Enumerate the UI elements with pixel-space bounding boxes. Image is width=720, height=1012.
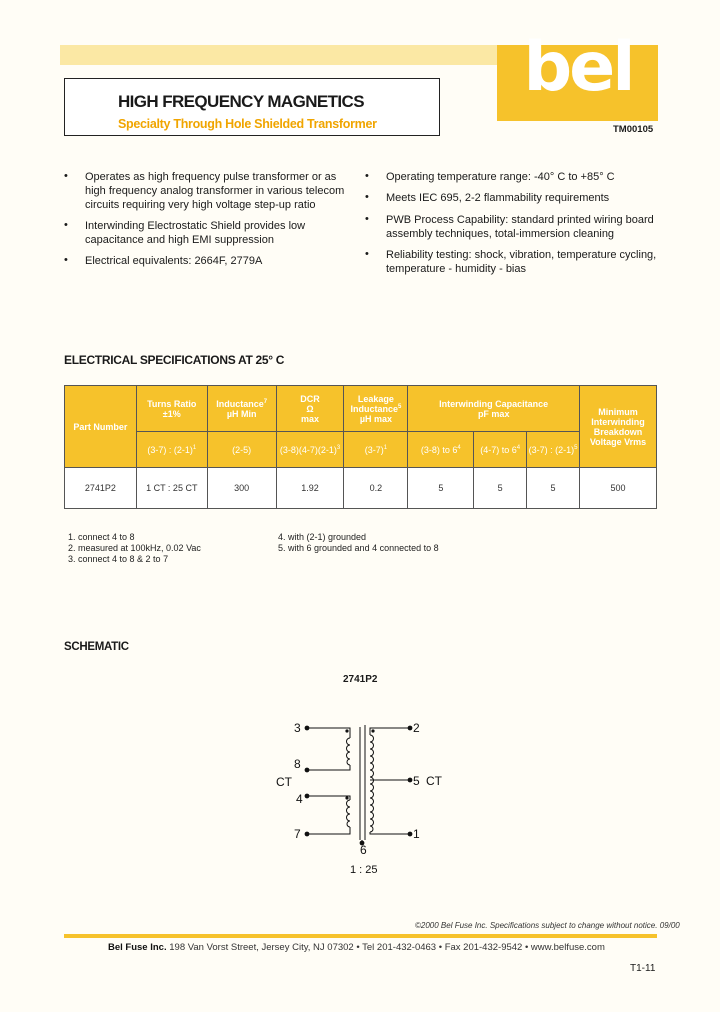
header-inductance: Inductance$^7$ µH Min: [207, 386, 276, 432]
header-dcr: DCR Ω max: [276, 386, 344, 432]
pin-3-label: 3: [294, 721, 301, 735]
footer-rule: [64, 934, 657, 938]
cell-breakdown: 500: [579, 468, 656, 509]
cell-cap3: 5: [527, 468, 580, 509]
list-item: • Interwinding Electrostatic Shield provides low capacitance and high EMI suppression: [64, 219, 306, 246]
sub-cap3: (3-7) : $(2-1)^5$: [527, 432, 580, 468]
header-leakage: Leakage Inductance$^5$ µH max: [344, 386, 408, 432]
list-item: • PWB Process Capability: standard printed wiring board assembly techniques, total-immersion cleaning: [365, 213, 654, 240]
ct-right-label: CT: [426, 774, 442, 788]
pin-1-label: 1: [413, 827, 420, 841]
spec-table: [64, 385, 657, 509]
list-item: • Operates as high frequency pulse transformer or as high frequency analog transformer in various telecom circuits requiring very high voltage step-up ratio: [64, 170, 345, 211]
footer-address: Bel Fuse Inc. 198 Van Vorst Street, Jersey City, NJ 07302 • Tel 201-432-0463 • Fax 201-432-9542 • www.belfuse.com: [108, 942, 605, 953]
page-number: T1-11: [630, 963, 656, 974]
feature-list-left: [64, 170, 354, 275]
schematic-title: SCHEMATIC: [64, 641, 129, 653]
spec-title: ELECTRICAL SPECIFICATIONS AT 25° C: [64, 353, 285, 367]
turns-ratio-label: 1 : 25: [350, 864, 378, 876]
header-part-number: Part Number: [65, 386, 137, 468]
cell-dcr: 1.92: [276, 468, 344, 509]
sub-cap1: (3-8) to $6^4$: [408, 432, 474, 468]
header-turns-ratio: Turns Ratio ±1%: [136, 386, 207, 432]
feature-list-right: [365, 170, 660, 283]
footnotes-left: 1. connect 4 to 8 2. measured at 100kHz, 0.02 Vac 3. connect 4 to 8 & 2 to 7: [68, 532, 201, 564]
sub-dcr: $(3-8)(4-7)(2-1)^3$: [276, 432, 344, 468]
sub-cap2: (4-7) to $6^4$: [474, 432, 527, 468]
pin-6-label: 6: [360, 843, 367, 857]
cell-leakage: 0.2: [344, 468, 408, 509]
document-code: TM00105: [613, 124, 654, 135]
list-item: • Meets IEC 695, 2-2 flammability requirements: [365, 191, 610, 204]
copyright: ©2000 Bel Fuse Inc. Specifications subject to change without notice. 09/00: [415, 921, 680, 930]
cell-cap2: 5: [474, 468, 527, 509]
schematic-part: 2741P2: [343, 674, 378, 685]
list-item: • Electrical equivalents: 2664F, 2779A: [64, 254, 263, 267]
footnotes-right: 4. with (2-1) grounded 5. with 6 grounded and 4 connected to 8: [278, 532, 439, 553]
page-title: HIGH FREQUENCY MAGNETICS: [118, 92, 364, 111]
list-item: • Reliability testing: shock, vibration, temperature cycling, temperature - humidity - bias: [365, 248, 657, 275]
header-interwinding: Interwinding Capacitance pF max: [408, 386, 580, 432]
cell-inductance: 300: [207, 468, 276, 509]
sub-turns: (3-7) : $(2-1)^1$: [136, 432, 207, 468]
pin-2-label: 2: [413, 721, 420, 735]
ct-left-label: CT: [276, 775, 292, 789]
page-subtitle: Specialty Through Hole Shielded Transformer: [118, 117, 377, 131]
sub-inductance: (2-5): [207, 432, 276, 468]
list-item: • Operating temperature range: -40° C to +85° C: [365, 170, 615, 183]
cell-cap1: 5: [408, 468, 474, 509]
pin-8-label: 8: [294, 757, 301, 771]
logo-text: bel: [523, 28, 633, 107]
cell-turns: 1 CT : 25 CT: [136, 468, 207, 509]
pin-7-label: 7: [294, 827, 301, 841]
cell-part: 2741P2: [65, 468, 137, 509]
transformer-schematic: [270, 705, 450, 885]
header-breakdown: Minimum Interwinding Breakdown Voltage Vrms: [579, 386, 656, 468]
pin-5-label: 5: [413, 774, 420, 788]
pin-4-label: 4: [296, 792, 303, 806]
table-row: [65, 468, 657, 509]
sub-leakage: $(3-7)^1$: [344, 432, 408, 468]
